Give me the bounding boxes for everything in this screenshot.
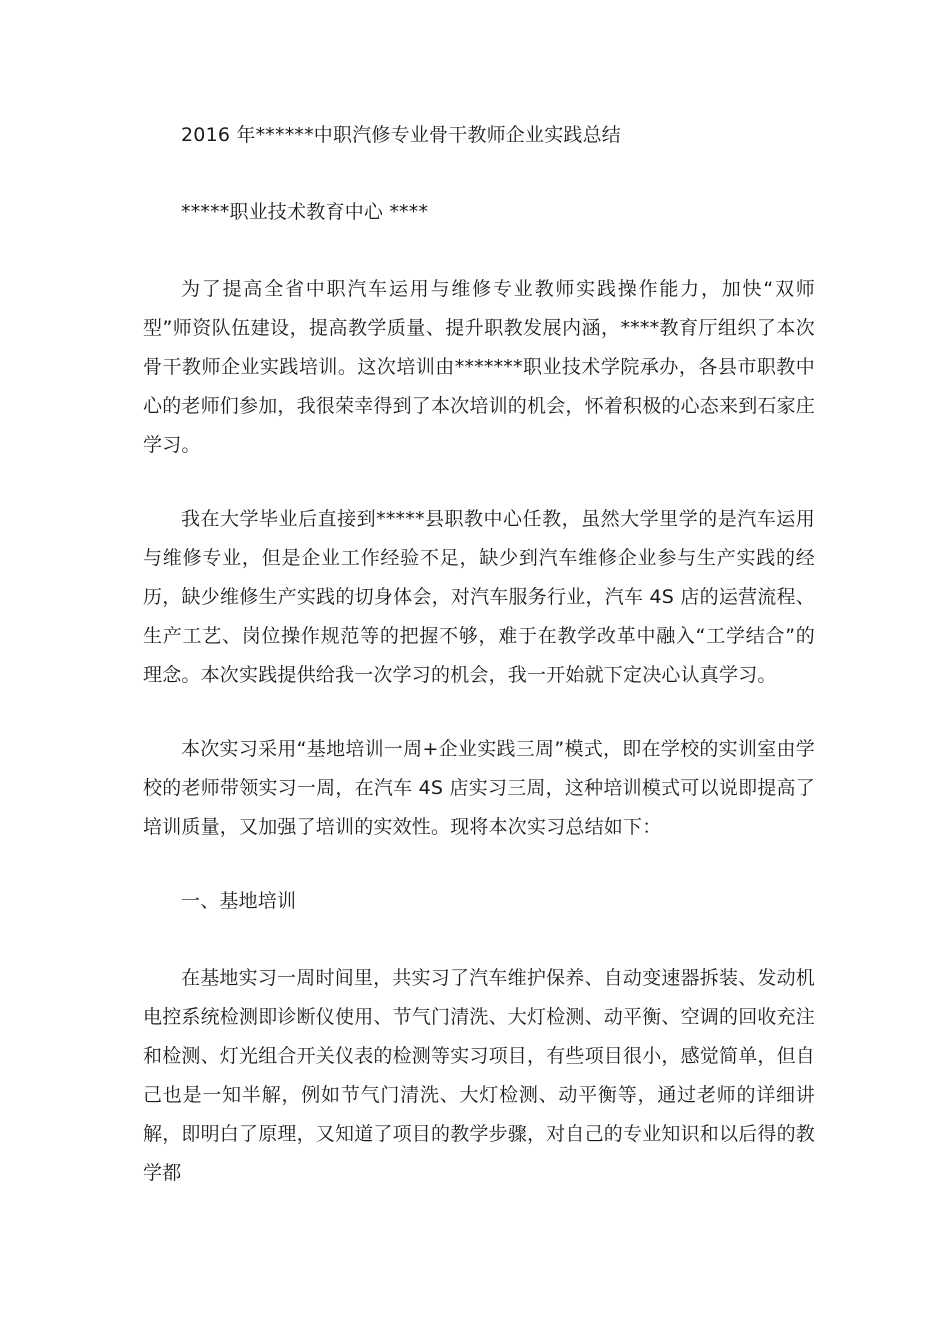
section-heading: 一、基地培训 xyxy=(181,890,297,912)
paragraph-base-training: 在基地实习一周时间里，共实习了汽车维护保养、自动变速器拆装、发动机电控系统检测即诊断仪使用、节气门清洗、大灯检测、动平衡、空调的回收充注和检测、灯光组合开关仪表的检测等实习项目，有些项目很小，感觉简单，但自己也是一知半解，例如节气门清洗、大灯检测、动平衡等，通过老师的详细讲解，即明白了原理，又知道了项目的教学步骤，对自己的专业知识和以后得的教学都 xyxy=(143,967,816,1184)
paragraph-intro: 为了提高全省中职汽车运用与维修专业教师实践操作能力，加快“双师型”师资队伍建设，提高教学质量、提升职教发展内涵，****教育厅组织了本次骨干教师企业实践培训。这次培训由*******职业技术学院承办，各县市职教中心的老师们参加，我很荣幸得到了本次培训的机会，怀着积极的心态来到石家庄学习。 xyxy=(143,278,816,456)
document-body xyxy=(143,116,815,1228)
paragraph-mode: 本次实习采用“基地培训一周+企业实践三周”模式，即在学校的实训室由学校的老师带领实习一周，在汽车 4S 店实习三周，这种培训模式可以说即提高了培训质量，又加强了培训的实效性。现将本次实习总结如下： xyxy=(143,738,815,838)
author-line: *****职业技术教育中心 **** xyxy=(181,201,429,223)
document-title: 2016 年******中职汽修专业骨干教师企业实践总结 xyxy=(181,124,621,146)
paragraph-background: 我在大学毕业后直接到*****县职教中心任教，虽然大学里学的是汽车运用与维修专业，但是企业工作经验不足，缺少到汽车维修企业参与生产实践的经历，缺少维修生产实践的切身体会，对汽车服务行业，汽车 4S 店的运营流程、生产工艺、岗位操作规范等的把握不够，难于在教学改革中融入“工学结合”的理念。本次实践提供给我一次学习的机会，我一开始就下定决心认真学习。 xyxy=(143,508,815,686)
